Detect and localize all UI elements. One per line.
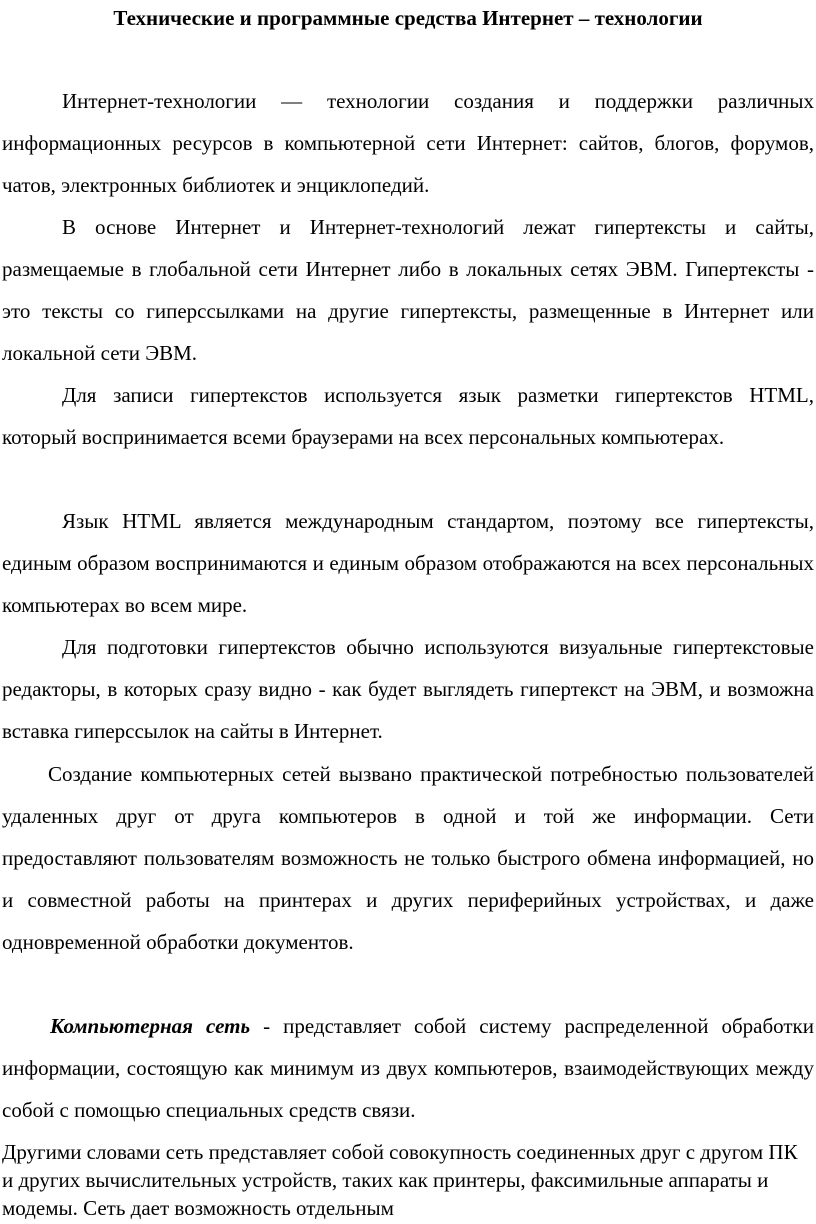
paragraph-html-standard: Язык HTML является международным стандартом, поэтому все гипертексты, единым образом воспринимаются и единым образом отображаются на всех персональных компьютерах во всем мире. [2, 509, 814, 617]
paragraph-hypertext-basis: В основе Интернет и Интернет-технологий лежат гипертексты и сайты, размещаемые в глобальной сети Интернет либо в локальных сетях ЭВМ. Гипертексты - это тексты со гиперссылками на другие гипертексты, размещенные в Интернет или локальной сети ЭВМ. [2, 215, 814, 365]
paragraph-internet-technologies: Интернет-технологии — технологии создания и поддержки различных информационных ресурсов в компьютерной сети Интернет: сайтов, блогов, форумов, чатов, электронных библиотек и энциклопедий. [2, 89, 814, 197]
paragraph-hypertext-editors: Для подготовки гипертекстов обычно используются визуальные гипертекстовые редакторы, в которых сразу видно - как будет выглядеть гипертекст на ЭВМ, и возможна вставка гиперссылок на сайты в Интернет. [2, 635, 814, 743]
definition-text: - представляет собой систему распределенной обработки информации, состоящую как минимум из двух компьютеров, взаимодействующих между собой с помощью специальных средств связи. [2, 1014, 815, 1122]
term-computer-network: Компьютерная сеть [50, 1014, 251, 1038]
paragraph-network-other-words: Другими словами сеть представляет собой совокупность соединенных друг с другом ПК и других вычислительных устройств, таких как принтеры, факсимильные аппараты и модемы. Сеть дает возможность отдельным [2, 1140, 798, 1220]
document-title: Технические и программные средства Интернет – технологии [113, 6, 703, 30]
paragraph-network-definition [2, 1005, 814, 1131]
paragraph-networks-creation: Создание компьютерных сетей вызвано практической потребностью пользователей удаленных друг от друга компьютеров в одной и той же информации. Сети предоставляют пользователям возможность не только быстрого обмена информацией, но и совместной работы на принтерах и других периферийных устройствах, и даже одновременной обработки документов. [2, 762, 814, 954]
paragraph-html-markup: Для записи гипертекстов используется язык разметки гипертекстов HTML, который воспринимается всеми браузерами на всех персональных компьютерах. [2, 383, 814, 449]
